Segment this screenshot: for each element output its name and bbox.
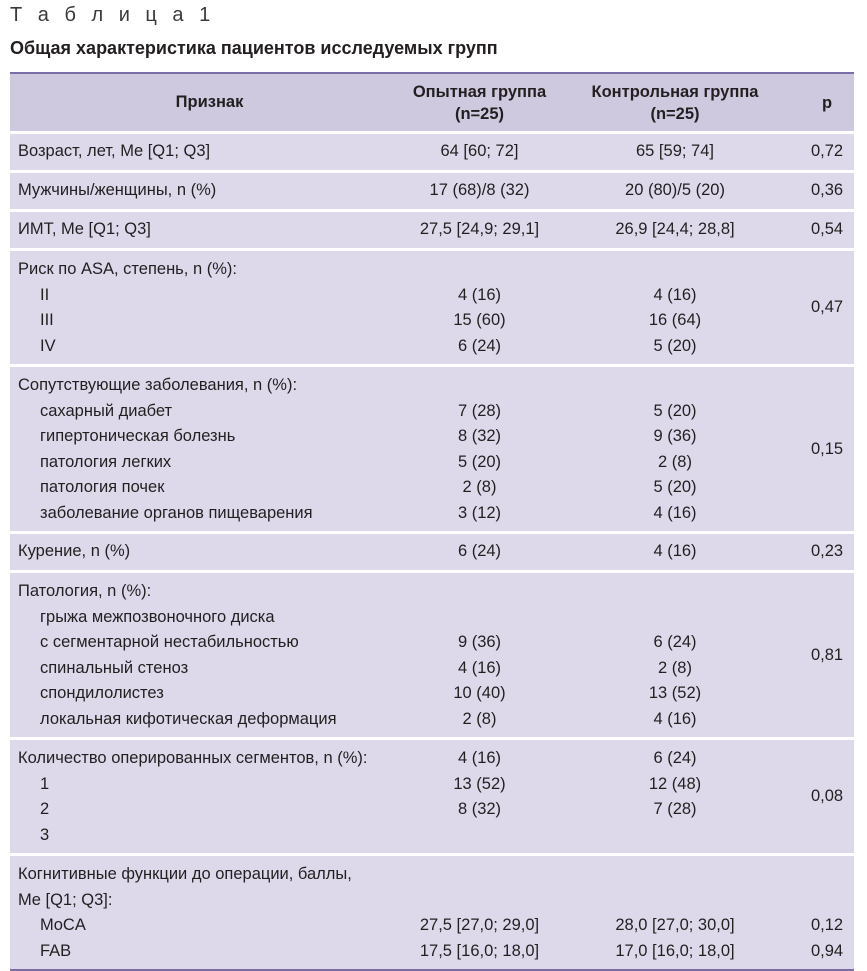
ctrl-value: 6 (24)	[653, 633, 697, 651]
header-experimental-group	[409, 81, 550, 125]
exp-value: 6 (24)	[457, 336, 502, 355]
table-row-pathology	[10, 573, 854, 740]
exp-value	[409, 605, 550, 631]
table-title: Общая характеристика пациентов исследуемых групп	[10, 38, 498, 58]
ctrl-value: 12 (48)	[648, 774, 702, 793]
sub-label: IV	[40, 336, 56, 355]
ctrl-value: 4 (16)	[653, 503, 697, 522]
sub-label: локальная кифотическая деформация	[40, 709, 337, 728]
row-labels	[10, 746, 409, 848]
row-exp-value: 6 (24)	[457, 542, 502, 561]
sub-label: II	[40, 285, 50, 304]
exp-value: 7 (28)	[457, 401, 502, 420]
ctrl-value: 13 (52)	[648, 684, 702, 702]
row-labels	[10, 862, 409, 964]
exp-value: 17,5 [16,0; 18,0]	[419, 941, 540, 960]
p-value-text: 0,08	[810, 787, 844, 806]
row-p-values	[800, 862, 854, 964]
table-row-asa	[10, 251, 854, 367]
row-ctrl-values	[550, 373, 800, 526]
ctrl-value: 4 (16)	[653, 285, 697, 304]
table-row-bmi	[10, 212, 854, 251]
row-exp-values	[409, 862, 550, 964]
row-exp-values	[409, 257, 550, 359]
exp-value: 8 (32)	[457, 800, 502, 818]
row-ctrl-value: 65 [59; 74]	[636, 142, 714, 161]
row-ctrl-value: 4 (16)	[653, 542, 697, 561]
table-row-comorbidities	[10, 367, 854, 534]
ctrl-value: 17,0 [16,0; 18,0]	[615, 941, 735, 960]
p-value-text: 0,12	[810, 916, 844, 934]
row-label: Курение, n (%)	[18, 542, 131, 561]
header-control-title: Контрольная группа	[591, 82, 759, 101]
sub-label: патология почек	[40, 478, 165, 496]
table-row-cognitive	[10, 856, 854, 971]
table-row-segments	[10, 740, 854, 856]
row-p-value	[800, 579, 854, 732]
sub-label: заболевание органов пищеварения	[40, 503, 313, 522]
header-p-value: p	[821, 93, 833, 112]
row-label: Возраст, лет, Me [Q1; Q3]	[18, 142, 211, 161]
exp-value: 9 (36)	[457, 633, 502, 651]
ctrl-value: 5 (20)	[653, 478, 697, 496]
exp-value: 15 (60)	[453, 311, 506, 329]
ctrl-value: 7 (28)	[653, 800, 697, 818]
sub-label: патология легких	[40, 452, 172, 471]
sub-label: III	[40, 311, 54, 329]
table-row-sex	[10, 173, 854, 212]
ctrl-value: 5 (20)	[653, 401, 697, 420]
table-row-smoking	[10, 534, 854, 573]
group-label: Количество оперированных сегментов, n (%):	[18, 749, 368, 767]
p-value-text: 0,81	[810, 645, 844, 664]
exp-value: 10 (40)	[453, 684, 506, 702]
ctrl-value: 5 (20)	[653, 336, 697, 355]
group-label: Риск по ASA, степень, n (%):	[18, 260, 237, 278]
sub-label: 3	[40, 825, 50, 844]
header-experimental-title: Опытная группа	[412, 82, 547, 101]
row-label: Мужчины/женщины, n (%)	[18, 181, 217, 200]
exp-value: 8 (32)	[457, 427, 502, 445]
exp-value: 4 (16)	[457, 749, 502, 767]
p-value-text: 0,94	[810, 941, 844, 960]
row-p-value: 0,23	[810, 542, 844, 561]
sub-label: 1	[40, 774, 50, 793]
ctrl-value	[550, 605, 800, 631]
row-exp-values	[409, 579, 550, 732]
row-exp-value: 64 [60; 72]	[440, 142, 519, 161]
sub-label: спинальный стеноз	[40, 658, 189, 677]
row-labels	[10, 257, 409, 359]
ctrl-value: 2 (8)	[658, 452, 692, 471]
row-p-value	[800, 746, 854, 848]
row-exp-values	[409, 746, 550, 848]
group-label: Патология, n (%):	[18, 582, 152, 600]
sub-label: с сегментарной нестабильностью	[40, 633, 299, 651]
table-caption: Т а б л и ц а 1	[10, 4, 216, 26]
row-label: ИМТ, Me [Q1; Q3]	[18, 220, 151, 239]
ctrl-value: 9 (36)	[653, 427, 697, 445]
group-label-cont: Me [Q1; Q3]:	[18, 890, 113, 909]
table-header	[10, 72, 854, 134]
row-p-value	[800, 257, 854, 359]
table-row-age	[10, 134, 854, 173]
ctrl-value: 4 (16)	[653, 709, 697, 728]
exp-value: 4 (16)	[457, 658, 502, 677]
characteristics-table	[10, 72, 854, 971]
exp-value: 4 (16)	[457, 285, 502, 304]
group-label: Сопутствующие заболевания, n (%):	[18, 376, 298, 394]
row-p-value: 0,54	[810, 220, 844, 239]
exp-value: 2 (8)	[462, 709, 497, 728]
p-value-text: 0,47	[810, 298, 844, 317]
sub-label: гипертоническая болезнь	[40, 427, 236, 445]
sub-label: FAB	[40, 941, 72, 960]
row-ctrl-values	[550, 257, 800, 359]
sub-label: спондилолистез	[40, 684, 164, 702]
header-feature: Признак	[175, 92, 244, 111]
sub-label: 2	[40, 800, 50, 818]
row-labels	[10, 579, 409, 732]
exp-value: 5 (20)	[457, 452, 502, 471]
row-exp-values	[409, 373, 550, 526]
row-exp-value: 17 (68)/8 (32)	[429, 181, 530, 200]
ctrl-value: 6 (24)	[653, 749, 697, 767]
exp-value: 3 (12)	[457, 503, 502, 522]
row-ctrl-values	[550, 746, 800, 848]
row-p-value: 0,36	[810, 181, 844, 200]
ctrl-value: 28,0 [27,0; 30,0]	[615, 916, 735, 934]
sub-label: MoCA	[40, 916, 86, 934]
row-exp-value: 27,5 [24,9; 29,1]	[419, 220, 540, 239]
exp-value: 2 (8)	[462, 478, 497, 496]
row-p-value: 0,72	[810, 142, 844, 161]
exp-value: 13 (52)	[453, 774, 506, 793]
sub-label: сахарный диабет	[40, 401, 173, 420]
ctrl-value: 16 (64)	[648, 311, 702, 329]
row-ctrl-values	[550, 579, 800, 732]
row-ctrl-value: 20 (80)/5 (20)	[625, 181, 725, 200]
header-control-group	[550, 81, 800, 125]
row-ctrl-values	[550, 862, 800, 964]
row-ctrl-value: 26,9 [24,4; 28,8]	[615, 220, 735, 239]
sub-label: грыжа межпозвоночного диска	[40, 607, 275, 626]
group-label: Когнитивные функции до операции, баллы,	[18, 865, 352, 883]
row-p-value	[800, 373, 854, 526]
row-labels	[10, 373, 409, 526]
header-experimental-n: (n=25)	[454, 104, 505, 123]
header-control-n: (n=25)	[650, 104, 700, 123]
exp-value: 27,5 [27,0; 29,0]	[419, 916, 540, 934]
ctrl-value: 2 (8)	[658, 658, 692, 677]
p-value-text: 0,15	[810, 439, 844, 458]
